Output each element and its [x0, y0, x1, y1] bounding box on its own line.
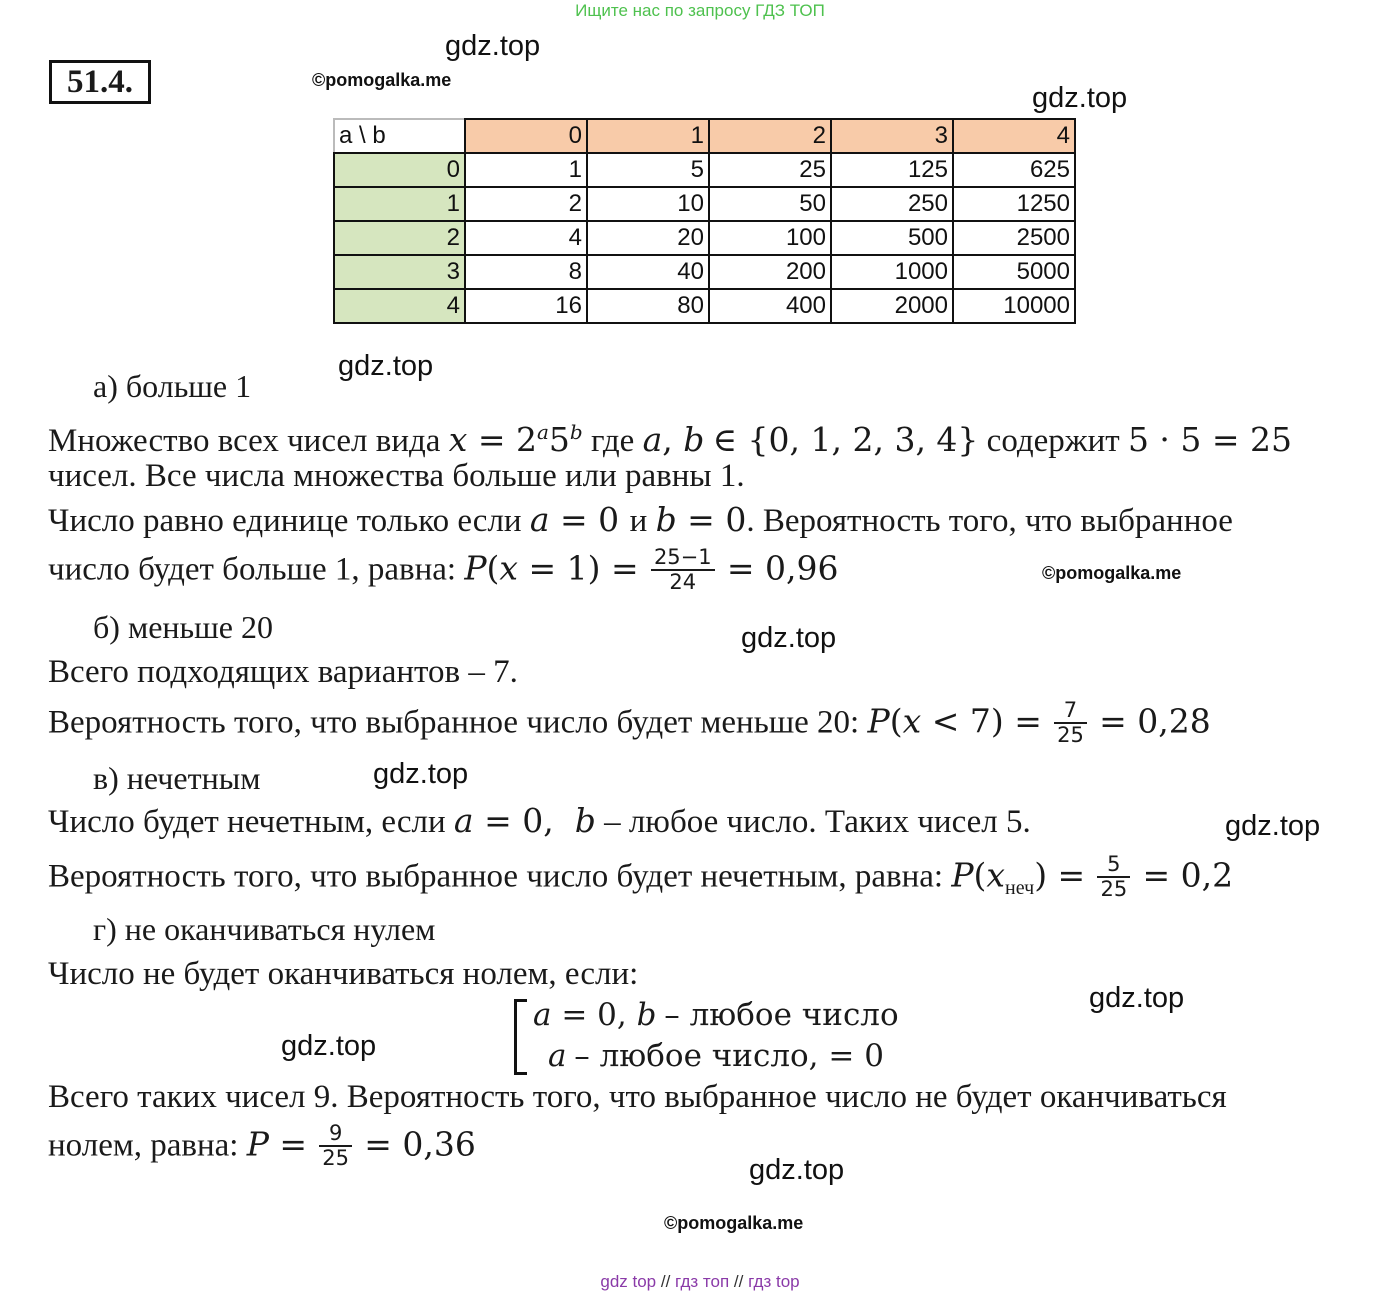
- fraction: [319, 1122, 352, 1170]
- watermark-gdz: gdz.top: [741, 622, 837, 654]
- watermark-gdz: gdz.top: [1032, 82, 1128, 114]
- table-cell: 5: [587, 153, 709, 187]
- table-cell: 2000: [831, 289, 953, 323]
- part-d-line3: нолем, равна: P = $\frac{9}{25}$ = 0,36: [48, 1121, 476, 1170]
- math-calc: 5 · 5 = 25: [1127, 420, 1293, 459]
- watermark-pomogalka: ©pomogalka.me: [312, 70, 452, 90]
- col-header: 3: [831, 119, 953, 153]
- table-row: [334, 187, 1075, 221]
- denominator: 25: [1100, 877, 1128, 901]
- table-cell: 40: [587, 255, 709, 289]
- table-cell: 2500: [953, 221, 1075, 255]
- text: число будет больше 1, равна:: [48, 551, 457, 588]
- table-cell: 8: [465, 255, 587, 289]
- col-header: 0: [465, 119, 587, 153]
- row-header: 2: [334, 221, 465, 255]
- row-header: 0: [334, 153, 465, 187]
- table-cell: 1000: [831, 255, 953, 289]
- table-corner: a \ b: [334, 119, 465, 153]
- text: – любое число, = 0: [574, 1038, 884, 1074]
- table-cell: 1: [465, 153, 587, 187]
- watermark-pomogalka: ©pomogalka.me: [664, 1213, 804, 1233]
- subscript: неч: [1005, 877, 1035, 900]
- result: = 0,36: [364, 1124, 476, 1164]
- table-cell: 80: [587, 289, 709, 323]
- col-header: 2: [709, 119, 831, 153]
- numerator: 5: [1097, 853, 1130, 878]
- fraction: [651, 546, 715, 594]
- footer-links: [0, 1272, 1400, 1292]
- row-header: 3: [334, 255, 465, 289]
- footer-link-gdz-top-mix[interactable]: гдз top: [748, 1272, 800, 1291]
- row-header: 1: [334, 187, 465, 221]
- footer-separator: //: [660, 1272, 671, 1291]
- table-cell: 125: [831, 153, 953, 187]
- row-header: 4: [334, 289, 465, 323]
- result: = 0,28: [1099, 701, 1211, 741]
- values-table: [333, 118, 1076, 324]
- table-cell: 2: [465, 187, 587, 221]
- table-cell: 5000: [953, 255, 1075, 289]
- part-d-label: г) не оканчиваться нулем: [93, 911, 436, 947]
- table-cell: 625: [953, 153, 1075, 187]
- part-d-line2: Всего таких чисел 9. Вероятность того, что выбранное число не будет оканчиваться: [48, 1079, 1227, 1115]
- text: где: [590, 423, 635, 459]
- part-a-label: а) больше 1: [93, 368, 252, 404]
- footer-separator: //: [733, 1272, 744, 1291]
- text: Число равно единице только если: [48, 503, 522, 539]
- result: = 0,96: [726, 548, 839, 588]
- text: . Вероятность того, что выбранное: [746, 503, 1233, 539]
- part-a-line2: чисел. Все числа множества больше или равны 1.: [48, 458, 745, 494]
- text: Вероятность того, что выбранное число будет нечетным, равна:: [48, 858, 944, 895]
- part-b-line2: Вероятность того, что выбранное число будет меньше 20: P(x < 7) = $\frac{7}{25}$ = 0,28: [48, 698, 1211, 747]
- col-header: 1: [587, 119, 709, 153]
- part-c-line1: Число будет нечетным, если a = 0, b – любое число. Таких чисел 5.: [48, 801, 1031, 840]
- table-cell: 200: [709, 255, 831, 289]
- math-set: ∈ {0, 1, 2, 3, 4}: [712, 420, 979, 459]
- footer-link-gdz-top-ru[interactable]: гдз топ: [675, 1272, 730, 1291]
- denominator: 25: [322, 1146, 350, 1170]
- table-header-row: [334, 119, 1075, 153]
- table-cell: 50: [709, 187, 831, 221]
- top-banner[interactable]: Ищите нас по запросу ГДЗ ТОП: [575, 1, 825, 20]
- text: Число будет нечетным, если: [48, 804, 446, 840]
- table-cell: 10000: [953, 289, 1075, 323]
- table-row: [334, 289, 1075, 323]
- text: нолем, равна:: [48, 1127, 239, 1164]
- text: – любое число: [664, 997, 899, 1033]
- part-b-line1: Всего подходящих вариантов – 7.: [48, 654, 518, 690]
- watermark-gdz: gdz.top: [1225, 810, 1321, 842]
- table-cell: 16: [465, 289, 587, 323]
- table-cell: 400: [709, 289, 831, 323]
- part-a-line3: Число равно единице только если a = 0 и b = 0. Вероятность того, что выбранное: [48, 500, 1233, 539]
- part-a-line1: Множество всех чисел вида $x = 2^a5^b$ где a, b ∈ {0, 1, 2, 3, 4} содержит 5 · 5 = 25: [48, 420, 1293, 459]
- text: содержит: [986, 423, 1120, 459]
- case-2: a – любое число, = 0: [548, 1038, 884, 1074]
- part-c-label: в) нечетным: [93, 760, 261, 796]
- table-cell: 1250: [953, 187, 1075, 221]
- system-bracket: [514, 999, 527, 1075]
- watermark-gdz: gdz.top: [338, 350, 434, 382]
- watermark-gdz: gdz.top: [445, 30, 541, 62]
- denominator: 24: [669, 570, 697, 594]
- numerator: 7: [1054, 699, 1087, 724]
- numerator: 25−1: [651, 546, 715, 571]
- table-cell: 100: [709, 221, 831, 255]
- part-c-line2: Вероятность того, что выбранное число будет нечетным, равна: $P(x_{неч})$ = $\frac{5}{25}$ = 0,2: [48, 852, 1234, 901]
- col-header: 4: [953, 119, 1075, 153]
- table-cell: 500: [831, 221, 953, 255]
- text: и: [629, 503, 648, 539]
- table-cell: 10: [587, 187, 709, 221]
- part-b-label: б) меньше 20: [93, 609, 273, 645]
- text: Вероятность того, что выбранное число будет меньше 20:: [48, 704, 860, 741]
- fraction: [1054, 699, 1087, 747]
- table-row: [334, 153, 1075, 187]
- table-cell: 25: [709, 153, 831, 187]
- part-d-line1: Число не будет оканчиваться нолем, если:: [48, 956, 639, 992]
- case-1: a = 0, b – любое число: [533, 997, 899, 1033]
- text: Множество всех чисел вида: [48, 423, 441, 459]
- table-row: [334, 255, 1075, 289]
- watermark-gdz: gdz.top: [749, 1154, 845, 1186]
- table-cell: 20: [587, 221, 709, 255]
- watermark-gdz: gdz.top: [373, 758, 469, 790]
- part-a-line4: число будет больше 1, равна: P(x = 1) = $\frac{25-1}{24}$ = 0,96: [48, 545, 839, 594]
- numerator: 9: [319, 1122, 352, 1147]
- footer-link-gdz-top[interactable]: gdz top: [600, 1272, 657, 1291]
- problem-number: 51.4.: [49, 60, 151, 104]
- fraction: [1097, 853, 1130, 901]
- watermark-gdz: gdz.top: [1089, 982, 1185, 1014]
- denominator: 25: [1057, 723, 1084, 747]
- table-row: [334, 221, 1075, 255]
- result: = 0,2: [1142, 855, 1234, 895]
- text: – любое число. Таких чисел 5.: [604, 804, 1031, 840]
- table-cell: 4: [465, 221, 587, 255]
- watermark-gdz: gdz.top: [281, 1030, 377, 1062]
- watermark-pomogalka: ©pomogalka.me: [1042, 563, 1182, 583]
- table-cell: 250: [831, 187, 953, 221]
